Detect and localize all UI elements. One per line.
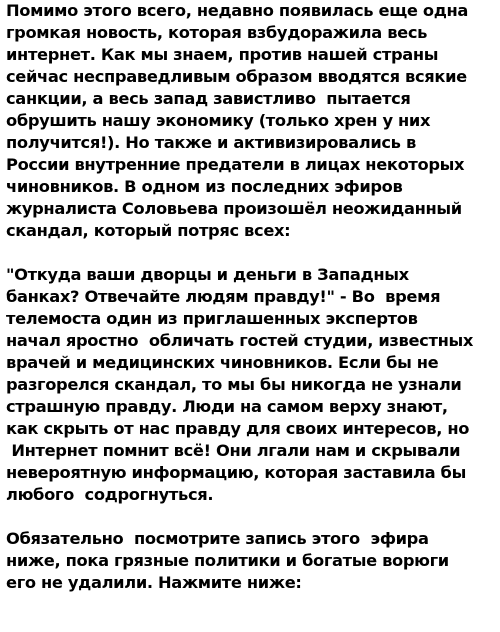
text-line: громкая новость, которая взбудоражила весь [6, 23, 428, 42]
text-line: скандал, который потряс всех: [6, 221, 291, 240]
text-line: банках? Отвечайте людям правду!" - Во время [6, 287, 441, 306]
text-line: начал яростно обличать гостей студии, известных [6, 331, 473, 350]
paragraph-quote [6, 264, 496, 506]
article-body [6, 0, 496, 594]
paragraph-intro [6, 0, 496, 242]
text-line: интернет. Как мы знаем, против нашей страны [6, 45, 439, 64]
text-line: Обязательно посмотрите запись этого эфира [6, 529, 429, 548]
paragraph-call-to-action [6, 528, 496, 594]
text-line: Помимо этого всего, недавно появилась еще одна [6, 1, 469, 20]
text-line: страшную правду. Люди на самом верху знают, [6, 397, 448, 416]
text-line: журналиста Соловьева произошёл неожиданный [6, 199, 462, 218]
text-line: Интернет помнит всё! Они лгали нам и скрывали [6, 441, 461, 460]
text-line: сейчас несправедливым образом вводятся всякие [6, 67, 467, 86]
text-line: врачей и медицинских чиновников. Если бы не [6, 353, 439, 372]
text-line: "Откуда ваши дворцы и деньги в Западных [6, 265, 409, 284]
text-line: телемоста один из приглашенных экспертов [6, 309, 418, 328]
text-line: разгорелся скандал, то мы бы никогда не узнали [6, 375, 462, 394]
text-line: его не удалили. Нажмите ниже: [6, 573, 302, 592]
text-line: получится!). Но также и активизировались в [6, 133, 416, 152]
text-line: России внутренние предатели в лицах некоторых [6, 155, 465, 174]
text-line: обрушить нашу экономику (только хрен у них [6, 111, 431, 130]
text-line: любого содрогнуться. [6, 485, 214, 504]
text-line: невероятную информацию, которая заставила бы [6, 463, 466, 482]
text-line: ниже, пока грязные политики и богатые ворюги [6, 551, 449, 570]
text-line: как скрыть от нас правду для своих интересов, но [6, 419, 470, 438]
text-line: чиновников. В одном из последних эфиров [6, 177, 403, 196]
text-line: санкции, а весь запад завистливо пытается [6, 89, 411, 108]
